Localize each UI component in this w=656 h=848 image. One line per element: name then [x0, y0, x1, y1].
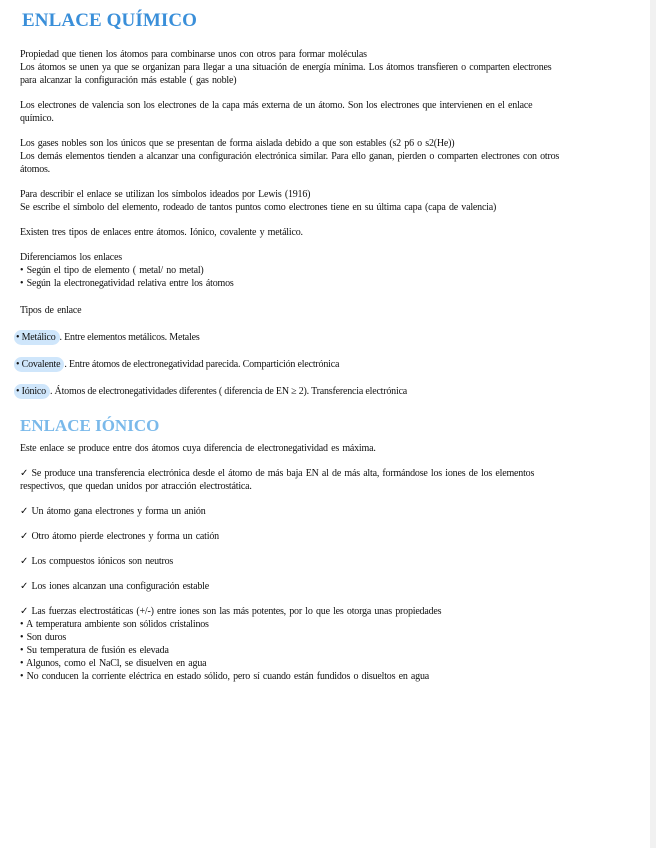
- differentiate-list: [20, 251, 626, 290]
- ionic-property: • Algunos, como el NaCl, se disuelven en agua: [20, 658, 207, 669]
- bond-types-sentence: Existen tres tipos de enlaces entre átomos. Iónico, covalente y metálico.: [20, 227, 303, 238]
- section-title: ENLACE IÓNICO: [20, 416, 160, 435]
- ionic-property: ✓ Las fuerzas electrostáticas (+/-) entre iones son las más potentes, por lo que les otorga unas propiedades: [20, 606, 442, 617]
- page-title: ENLACE QUÍMICO: [22, 10, 198, 31]
- ionic-property: • No conducen la corriente eléctrica en estado sólido, pero sí cuando están fundidos o disueltos en agua: [20, 671, 430, 682]
- intro-line: Propiedad que tienen los átomos para combinarse unos con otros para formar moléculas: [20, 49, 367, 60]
- noble-gas-paragraph: [20, 137, 626, 176]
- noble-line: Los gases nobles son los únicos que se presentan de forma aislada debido a que son estables (s2 p6 o s2(He)): [20, 138, 455, 149]
- differentiate-line: Diferenciamos los enlaces: [20, 252, 122, 263]
- valence-paragraph: [20, 99, 626, 125]
- ionic-check: ✓ Se produce una transferencia electrónica desde el átomo de más baja EN al de más alta, formándose los iones de los elementos: [20, 468, 535, 479]
- lewis-line: Se escribe el símbolo del elemento, rodeado de tantos puntos como electrones tiene en su última capa (capa de valencia): [20, 202, 497, 213]
- highlight-label: • Iónico: [14, 384, 50, 399]
- intro-line: para alcanzar la configuración más estable ( gas noble): [20, 75, 237, 86]
- valence-line: químico.: [20, 113, 54, 124]
- ionic-check: ✓ Un átomo gana electrones y forma un anión: [20, 506, 206, 517]
- ionic-check: ✓ Los iones alcanzan una configuración estable: [20, 581, 209, 592]
- page-edge: [650, 0, 656, 848]
- ionic-property: • A temperatura ambiente son sólidos cristalinos: [20, 619, 209, 630]
- lewis-paragraph: [20, 188, 626, 214]
- types-heading: Tipos de enlace: [20, 305, 82, 316]
- bond-type-metallic: [16, 331, 626, 344]
- ionic-property: • Son duros: [20, 632, 67, 643]
- valence-line: Los electrones de valencia son los electrones de la capa más externa de un átomo. Son los electrones que intervienen en el enlace: [20, 100, 533, 111]
- highlight-label: • Covalente: [14, 357, 64, 372]
- lewis-line: Para describir el enlace se utilizan los símbolos ideados por Lewis (1916): [20, 189, 311, 200]
- ionic-check: respectivos, que quedan unidos por atracción electrostática.: [20, 481, 252, 492]
- intro-line: Los átomos se unen ya que se organizan para llegar a una situación de energía mínima. Los átomos transfieren o comparten electrones: [20, 62, 552, 73]
- bond-type-desc: . Entre elementos metálicos. Metales: [59, 332, 200, 343]
- differentiate-line: • Según la electronegatividad relativa entre los átomos: [20, 278, 234, 289]
- differentiate-line: • Según el tipo de elemento ( metal/ no metal): [20, 265, 204, 276]
- highlight-label: • Metálico: [14, 330, 60, 345]
- noble-line: Los demás elementos tienden a alcanzar una configuración electrónica similar. Para ello ganan, pierden o comparten electrones con otros: [20, 151, 560, 162]
- ionic-section: [20, 416, 626, 683]
- document-content: [16, 10, 626, 683]
- ionic-intro: Este enlace se produce entre dos átomos cuya diferencia de electronegatividad es máxima.: [20, 443, 376, 454]
- ionic-check: ✓ Los compuestos iónicos son neutros: [20, 556, 174, 567]
- bond-type-desc: . Átomos de electronegatividades diferentes ( diferencia de EN ≥ 2). Transferencia electrónica: [49, 386, 408, 397]
- intro-paragraph: [20, 48, 626, 87]
- bond-type-desc: . Entre átomos de electronegatividad parecida. Compartición electrónica: [64, 359, 340, 370]
- bond-type-covalent: [16, 358, 626, 371]
- ionic-property: • Su temperatura de fusión es elevada: [20, 645, 169, 656]
- bond-type-ionic: [16, 385, 626, 398]
- noble-line: átomos.: [20, 164, 50, 175]
- ionic-check: ✓ Otro átomo pierde electrones y forma un catión: [20, 531, 219, 542]
- ionic-properties-list: [20, 605, 626, 683]
